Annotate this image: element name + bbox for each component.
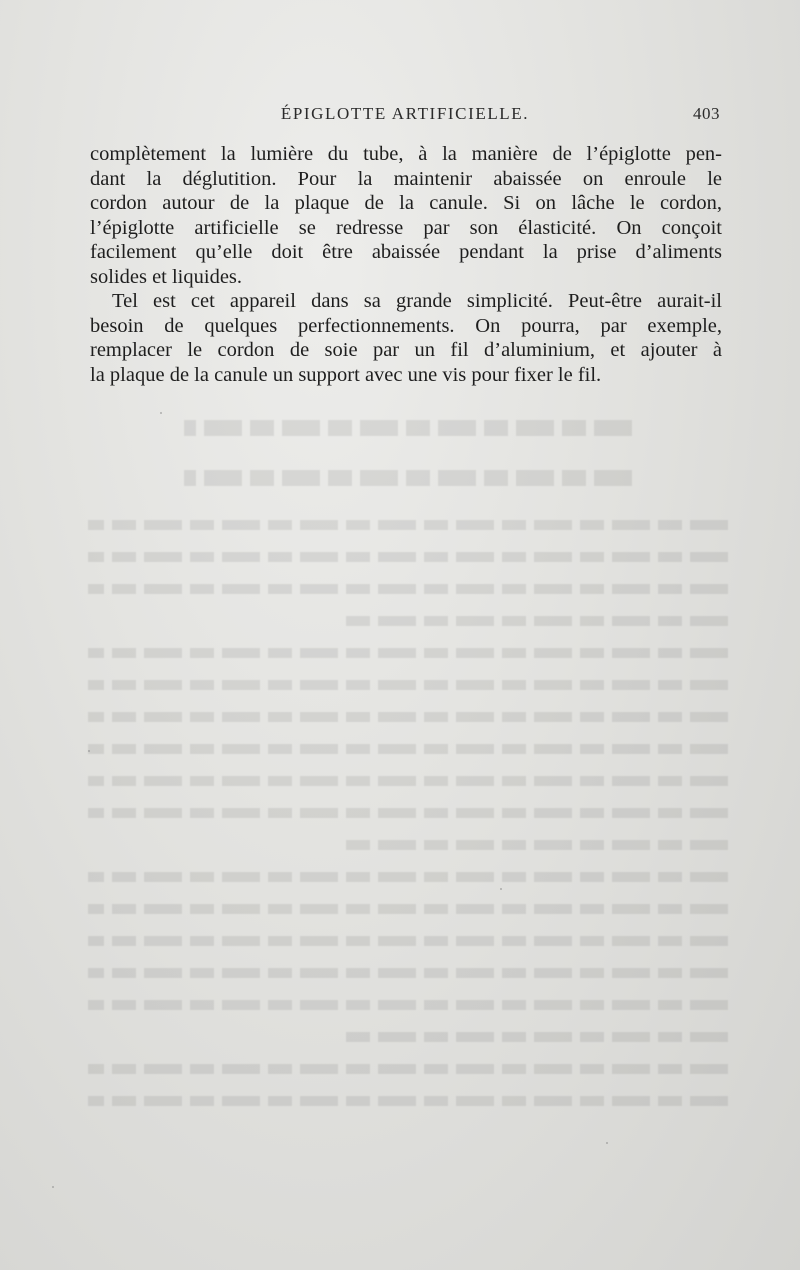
- paper-speck: [88, 750, 90, 752]
- text-line: la plaque de la canule un support avec une vis pour fixer le fil.: [90, 363, 602, 386]
- running-title: ÉPIGLOTTE ARTIFICIELLE.: [280, 104, 530, 123]
- text-line: l’épiglotte artificielle se redresse par son élasticité. On conçoit: [90, 216, 722, 239]
- text-line: remplacer le cordon de soie par un fil d’aluminium, et ajouter à: [90, 339, 722, 361]
- text-line: besoin de quelques perfectionnements. On pourra, par exemple,: [90, 314, 722, 337]
- text-line: cordon autour de la plaque de la canule. Si on lâche le cordon,: [90, 192, 722, 214]
- paper-speck: [500, 888, 502, 890]
- paper-speck: [606, 1142, 608, 1144]
- paper-speck: [160, 412, 162, 414]
- running-header: [90, 104, 720, 130]
- text-line: solides et liquides.: [90, 265, 243, 288]
- paragraph: [90, 289, 722, 387]
- text-line: complètement la lumière du tube, à la manière de l’épiglotte pen-: [90, 143, 722, 165]
- body-text: [90, 142, 722, 387]
- page-number: 403: [693, 104, 720, 123]
- show-through-from-reverse: [88, 420, 728, 1100]
- text-line: facilement qu’elle doit être abaissée pendant la prise d’aliments: [90, 241, 722, 263]
- paper-speck: [52, 1186, 54, 1188]
- text-line: Tel est cet appareil dans sa grande simplicité. Peut-être aurait-il: [112, 290, 722, 312]
- text-line: dant la déglutition. Pour la maintenir abaissée on enroule le: [90, 167, 722, 190]
- paragraph: [90, 142, 722, 289]
